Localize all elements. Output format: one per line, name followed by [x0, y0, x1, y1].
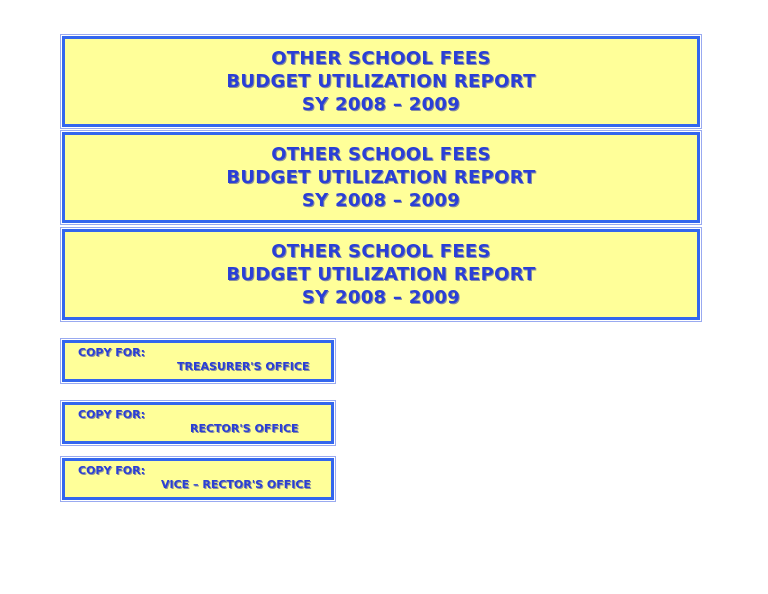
banner-line-school-year: SY 2008 – 2009 — [301, 94, 461, 115]
copy-office-name: RECTOR'S OFFICE — [190, 422, 299, 435]
copy-for-label-vice-rector — [62, 458, 334, 500]
banner-line-subtitle: BUDGET UTILIZATION REPORT — [226, 71, 536, 92]
banner-line-title: OTHER SCHOOL FEES — [271, 48, 491, 69]
banner-line-title: OTHER SCHOOL FEES — [271, 144, 491, 165]
banner-line-subtitle: BUDGET UTILIZATION REPORT — [226, 264, 536, 285]
report-title-banner — [62, 229, 700, 320]
copy-for-label-treasurer — [62, 340, 334, 382]
banner-line-title: OTHER SCHOOL FEES — [271, 241, 491, 262]
copy-for-label: COPY FOR: — [78, 408, 146, 421]
copy-for-label: COPY FOR: — [78, 346, 146, 359]
banner-line-school-year: SY 2008 – 2009 — [301, 190, 461, 211]
report-title-banner — [62, 36, 700, 127]
copy-office-name: VICE – RECTOR'S OFFICE — [161, 478, 311, 491]
banner-line-school-year: SY 2008 – 2009 — [301, 287, 461, 308]
banner-line-subtitle: BUDGET UTILIZATION REPORT — [226, 167, 536, 188]
copy-office-name: TREASURER'S OFFICE — [177, 360, 310, 373]
copy-for-label-rector — [62, 402, 334, 444]
copy-for-label: COPY FOR: — [78, 464, 146, 477]
report-title-banner — [62, 132, 700, 223]
